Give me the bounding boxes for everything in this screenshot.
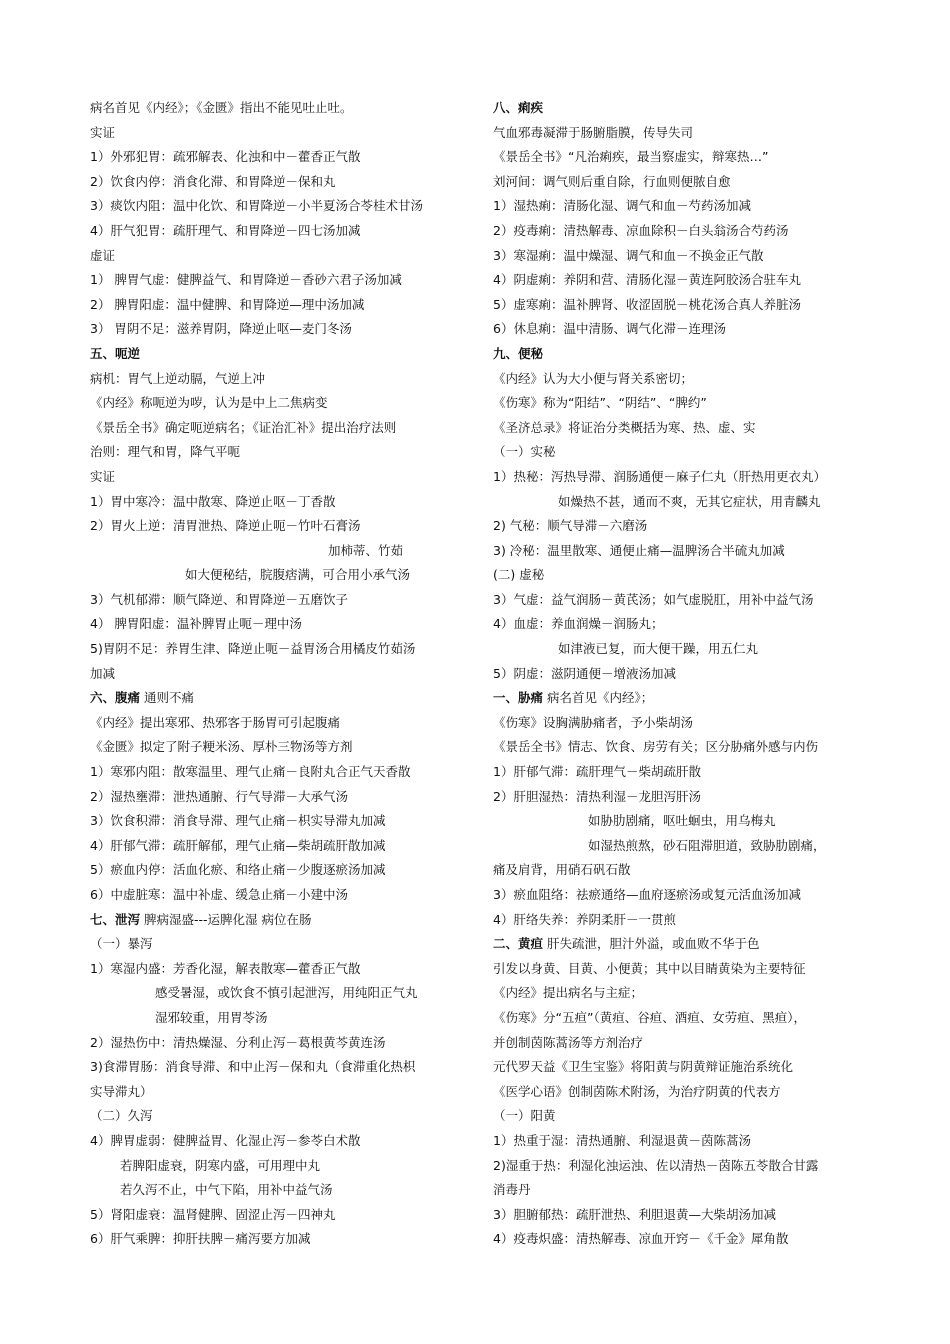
- line-text: 如大便秘结，脘腹痞满，可合用小承气汤: [185, 567, 411, 583]
- text-line: [90, 858, 465, 883]
- text-line: [90, 981, 465, 1006]
- line-text: 2）饮食内停：消食化滞、和胃降逆－保和丸: [90, 173, 336, 189]
- line-text: 6）中虚脏寒：温中补虚、缓急止痛－小建中汤: [90, 887, 348, 902]
- line-text: 《景岳全书》确定呃逆病名；《证治汇补》提出治疗法则: [90, 419, 397, 435]
- line-text: 1）湿热痢：清肠化湿、调气和血－芍药汤加减: [493, 198, 751, 214]
- line-text: 3） 胃阴不足：滋养胃阴，降逆止呕—麦门冬汤: [90, 321, 352, 337]
- text-line: [90, 440, 465, 465]
- text-line: [90, 293, 465, 318]
- line-text: 刘河间：调气则后重自除，行血则便脓自愈: [493, 173, 731, 189]
- text-line: [493, 1178, 868, 1203]
- line-text: 消毒丹: [493, 1182, 531, 1198]
- text-line: [493, 1227, 868, 1252]
- line-text: 1）胃中寒冷：温中散寒、降逆止呕－丁香散: [90, 493, 336, 509]
- text-line: [493, 219, 868, 244]
- text-line: [90, 637, 465, 662]
- text-line: [90, 514, 465, 539]
- section-heading: [493, 342, 868, 367]
- line-text: 6）休息痢：温中清肠、调气化滞－连理汤: [493, 321, 726, 337]
- line-text: （一）阳黄: [493, 1108, 556, 1124]
- text-line: [493, 121, 868, 146]
- line-text: 《伤寒》设胸满胁痛者，予小柴胡汤: [493, 714, 694, 730]
- line-text: 6）肝气乘脾：抑肝扶脾－痛泻要方加减: [90, 1231, 311, 1247]
- line-text: （二）久泻: [90, 1108, 153, 1124]
- line-text: 如津液已复，而大便干躁，用五仁丸: [558, 641, 759, 657]
- line-text: 5）肾阳虚衰：温肾健脾、固涩止泻－四神丸: [90, 1206, 336, 1222]
- text-line: [90, 883, 465, 908]
- text-line: [493, 1080, 868, 1105]
- text-line: [493, 1055, 868, 1080]
- line-text: 1） 脾胃气虚：健脾益气、和胃降逆－香砂六君子汤加减: [90, 272, 402, 288]
- line-text: 感受暑湿，或饮食不慎引起泄泻，用纯阳正气丸: [155, 985, 418, 1001]
- line-text: 2）胃火上逆：清胃泄热、降逆止呃－竹叶石膏汤: [90, 518, 361, 534]
- heading-note: 病名首见《内经》；: [543, 690, 654, 706]
- section-heading: [90, 686, 465, 711]
- line-text: 1）外邪犯胃：疏邪解表、化浊和中－藿香正气散: [90, 149, 361, 165]
- text-line: [493, 1104, 868, 1129]
- text-line: [493, 957, 868, 982]
- line-text: 3）胆腑郁热：疏肝泄热、利胆退黄—大柴胡汤加减: [493, 1206, 776, 1222]
- line-text: 3）痰饮内阻：温中化饮、和胃降逆－小半夏汤合苓桂术甘汤: [90, 198, 423, 214]
- text-line: [90, 1055, 465, 1080]
- line-text: 元代罗天益《卫生宝鉴》将阳黄与阴黄辩证施治系统化: [493, 1059, 794, 1075]
- text-line: [90, 1006, 465, 1031]
- line-text: 实导滞丸）: [90, 1083, 153, 1099]
- line-text: 六、腹痛: [90, 690, 141, 706]
- line-text: 2） 脾胃阳虚：温中健脾、和胃降逆—理中汤加减: [90, 296, 365, 312]
- text-line: [493, 760, 868, 785]
- line-text: 5）虚寒痢：温补脾肾、收涩固脱－桃花汤合真人养脏汤: [493, 296, 801, 312]
- line-text: 2）疫毒痢：清热解毒、凉血除积－白头翁汤合芍药汤: [493, 222, 789, 238]
- text-line: [493, 293, 868, 318]
- line-text: （一）暴泻: [90, 936, 153, 952]
- right-column: [493, 96, 868, 1252]
- line-text: 3）气虚：益气润肠－黄芪汤；如气虚脱肛，用补中益气汤: [493, 591, 814, 607]
- line-text: 并创制茵陈蒿汤等方剂治疗: [493, 1034, 644, 1050]
- line-text: (二) 虚秘: [493, 567, 545, 583]
- text-line: [493, 391, 868, 416]
- text-line: [90, 268, 465, 293]
- section-heading: [493, 96, 868, 121]
- text-line: [493, 1031, 868, 1056]
- line-text: 4）阴虚痢：养阴和营、清肠化湿－黄连阿胶汤合驻车丸: [493, 272, 801, 288]
- line-text: 4）疫毒炽盛：清热解毒、凉血开窍－《千金》犀角散: [493, 1231, 789, 1247]
- text-line: [90, 170, 465, 195]
- text-line: [90, 219, 465, 244]
- line-text: 若久泻不止，中气下陷，用补中益气汤: [120, 1182, 333, 1198]
- line-text: 《内经》称呃逆为哕，认为是中上二焦病变: [90, 395, 328, 411]
- text-line: [493, 1203, 868, 1228]
- text-line: [90, 785, 465, 810]
- line-text: 如燥热不甚，通而不爽，无其它症状，用青麟丸: [558, 493, 821, 509]
- line-text: 实证: [90, 124, 116, 140]
- text-line: [90, 809, 465, 834]
- line-text: 《内经》认为大小便与肾关系密切；: [493, 370, 694, 386]
- text-line: [493, 563, 868, 588]
- heading-note: 通则不痛: [140, 690, 194, 706]
- text-line: [90, 244, 465, 269]
- text-line: [90, 1129, 465, 1154]
- text-line: [493, 490, 868, 515]
- text-line: [90, 145, 465, 170]
- text-line: [90, 1080, 465, 1105]
- line-text: 《内经》提出寒邪、热邪客于肠胃可引起腹痛: [90, 714, 341, 730]
- line-text: 气血邪毒凝滞于肠腑脂膜，传导失司: [493, 124, 694, 140]
- line-text: 3）瘀血阻络：祛瘀通络—血府逐瘀汤或复元活血汤加减: [493, 887, 801, 902]
- text-line: [493, 170, 868, 195]
- text-line: [493, 440, 868, 465]
- line-text: 3) 冷秘：温里散寒、通便止痛—温脾汤合半硫丸加减: [493, 542, 785, 558]
- line-text: 痛及肩背，用硝石矾石散: [493, 862, 631, 878]
- text-line: [90, 121, 465, 146]
- line-text: 5)胃阴不足：养胃生津、降逆止呃－益胃汤合用橘皮竹茹汤: [90, 641, 416, 657]
- section-heading: [493, 932, 868, 957]
- text-line: [90, 957, 465, 982]
- line-text: 《内经》提出病名与主症；: [493, 985, 644, 1001]
- line-text: 引发以身黄、目黄、小便黄；其中以目睛黄染为主要特征: [493, 960, 806, 976]
- text-line: [493, 637, 868, 662]
- text-line: [90, 1154, 465, 1179]
- line-text: 二、黄疸: [493, 936, 544, 952]
- text-line: [90, 735, 465, 760]
- line-text: 4）脾胃虚弱：健脾益胃、化湿止泻－参苓白术散: [90, 1132, 361, 1148]
- line-text: 2）肝胆湿热：清热利湿－龙胆泻肝汤: [493, 788, 701, 804]
- line-text: 2）湿热壅滞：泄热通腑、行气导滞－大承气汤: [90, 788, 348, 804]
- text-line: [90, 1227, 465, 1252]
- line-text: 八、痢疾: [493, 100, 544, 115]
- text-line: [90, 1104, 465, 1129]
- text-line: [90, 317, 465, 342]
- line-text: （一）实秘: [493, 444, 556, 460]
- line-text: 九、便秘: [493, 345, 544, 361]
- text-line: [90, 932, 465, 957]
- section-heading: [90, 342, 465, 367]
- line-text: 2)湿重于热：利湿化浊运浊、佐以清热－茵陈五苓散合甘露: [493, 1157, 819, 1173]
- line-text: 《医学心语》创制茵陈术附汤，为治疗阴黄的代表方: [493, 1083, 781, 1099]
- line-text: 《景岳全书》“凡治痢疾，最当察虚实，辩寒热…”: [493, 149, 769, 165]
- text-line: [493, 858, 868, 883]
- text-line: [493, 662, 868, 687]
- text-line: [493, 244, 868, 269]
- line-text: 4） 脾胃阳虚：温补脾胃止呃－理中汤: [90, 616, 302, 632]
- text-line: [493, 711, 868, 736]
- line-text: 加减: [90, 665, 116, 681]
- text-line: [493, 612, 868, 637]
- text-line: [493, 908, 868, 933]
- text-line: [493, 785, 868, 810]
- text-line: [493, 416, 868, 441]
- text-line: [90, 1031, 465, 1056]
- text-line: [90, 662, 465, 687]
- text-line: [493, 317, 868, 342]
- line-text: 2) 气秘：顺气导滞－六磨汤: [493, 518, 648, 534]
- line-text: 一、胁痛: [493, 690, 544, 706]
- line-text: 3)食滞胃肠：消食导滞、和中止泻－保和丸（食滞重化热枳: [90, 1059, 416, 1075]
- line-text: 1）寒邪内阻：散寒温里、理气止痛－良附丸合正气天香散: [90, 764, 411, 780]
- text-line: [493, 883, 868, 908]
- left-column: [90, 96, 465, 1252]
- line-text: 五、呃逆: [90, 345, 141, 361]
- line-text: 加柿蒂、竹茹: [328, 542, 404, 558]
- section-heading: [493, 686, 868, 711]
- text-line: [493, 194, 868, 219]
- line-text: 1）肝郁气滞：疏肝理气－柴胡疏肝散: [493, 764, 701, 780]
- text-line: [493, 268, 868, 293]
- text-line: [493, 514, 868, 539]
- line-text: 4）肝络失养：养阴柔肝－一贯煎: [493, 911, 676, 927]
- line-text: 治则：理气和胃，降气平呃: [90, 444, 241, 460]
- line-text: 1）热重于湿：清热通腑、利湿退黄－茵陈蒿汤: [493, 1132, 751, 1148]
- line-text: 《金匮》拟定了附子粳米汤、厚朴三物汤等方剂: [90, 739, 353, 755]
- text-line: [90, 539, 465, 564]
- text-line: [90, 465, 465, 490]
- text-line: [493, 465, 868, 490]
- line-text: 实证: [90, 468, 116, 484]
- text-line: [493, 809, 868, 834]
- line-text: 5）瘀血内停：活血化瘀、和络止痛－少腹逐瘀汤加减: [90, 862, 386, 878]
- line-text: 《伤寒》称为“阳结”、“阴结”、“脾约”: [493, 395, 707, 411]
- line-text: 若脾阳虚衰，阴寒内盛，可用理中丸: [120, 1157, 321, 1173]
- text-line: [90, 1203, 465, 1228]
- text-line: [90, 1178, 465, 1203]
- text-line: [90, 612, 465, 637]
- line-text: 湿邪较重，用胃苓汤: [155, 1009, 268, 1025]
- heading-note: 肝失疏泄，胆汁外溢，或血败不华于色: [543, 936, 760, 952]
- text-line: [493, 367, 868, 392]
- text-line: [90, 416, 465, 441]
- text-line: [90, 711, 465, 736]
- line-text: 如胁肋剧痛，呕吐蛔虫，用乌梅丸: [588, 813, 776, 829]
- line-text: 病机：胃气上逆动膈，气逆上冲: [90, 370, 266, 386]
- heading-note: 脾病湿盛---运脾化湿 病位在肠: [140, 911, 312, 927]
- text-line: [493, 1006, 868, 1031]
- text-line: [493, 145, 868, 170]
- text-line: [90, 760, 465, 785]
- text-line: [493, 735, 868, 760]
- line-text: 《景岳全书》情志、饮食、房劳有关；区分胁痛外感与内伤: [493, 739, 819, 755]
- text-line: [90, 834, 465, 859]
- line-text: 3）气机郁滞：顺气降逆、和胃降逆－五磨饮子: [90, 591, 348, 607]
- line-text: 3）饮食积滞：消食导滞、理气止痛－枳实导滞丸加减: [90, 813, 386, 829]
- line-text: 2）湿热伤中：清热燥湿、分利止泻－葛根黄芩黄连汤: [90, 1034, 386, 1050]
- text-line: [493, 539, 868, 564]
- text-line: [90, 96, 465, 121]
- line-text: 《伤寒》分“五疸”（黄疸、谷疸、酒疸、女劳疸、黑疸），: [493, 1009, 806, 1025]
- text-line: [493, 1154, 868, 1179]
- line-text: 七、泄泻: [90, 911, 141, 927]
- line-text: 3）寒湿痢：温中燥湿、调气和血－不换金正气散: [493, 247, 764, 263]
- line-text: 4）肝郁气滞：疏肝解郁，理气止痛—柴胡疏肝散加减: [90, 837, 386, 853]
- line-text: 4）血虚：养血润燥－润肠丸；: [493, 616, 664, 632]
- text-line: [493, 981, 868, 1006]
- line-text: 《圣济总录》将证治分类概括为寒、热、虚、实: [493, 419, 756, 435]
- text-line: [90, 194, 465, 219]
- line-text: 1）寒湿内盛：芳香化湿，解表散寒—藿香正气散: [90, 960, 361, 976]
- text-line: [493, 588, 868, 613]
- line-text: 病名首见《内经》；《金匮》指出不能见吐止吐。: [90, 100, 353, 115]
- line-text: 5）阴虚：滋阴通便－增液汤加减: [493, 665, 676, 681]
- text-line: [90, 563, 465, 588]
- line-text: 4）肝气犯胃：疏肝理气、和胃降逆－四七汤加减: [90, 222, 361, 238]
- section-heading: [90, 908, 465, 933]
- text-line: [493, 1129, 868, 1154]
- line-text: 1）热秘：泻热导滞、润肠通便－麻子仁丸（肝热用更衣丸）: [493, 468, 826, 484]
- line-text: 如湿热煎熬，砂石阻滞胆道，致胁肋剧痛，: [588, 837, 826, 853]
- line-text: 虚证: [90, 247, 116, 263]
- text-line: [90, 391, 465, 416]
- text-line: [90, 588, 465, 613]
- text-line: [90, 490, 465, 515]
- text-line: [90, 367, 465, 392]
- text-line: [493, 834, 868, 859]
